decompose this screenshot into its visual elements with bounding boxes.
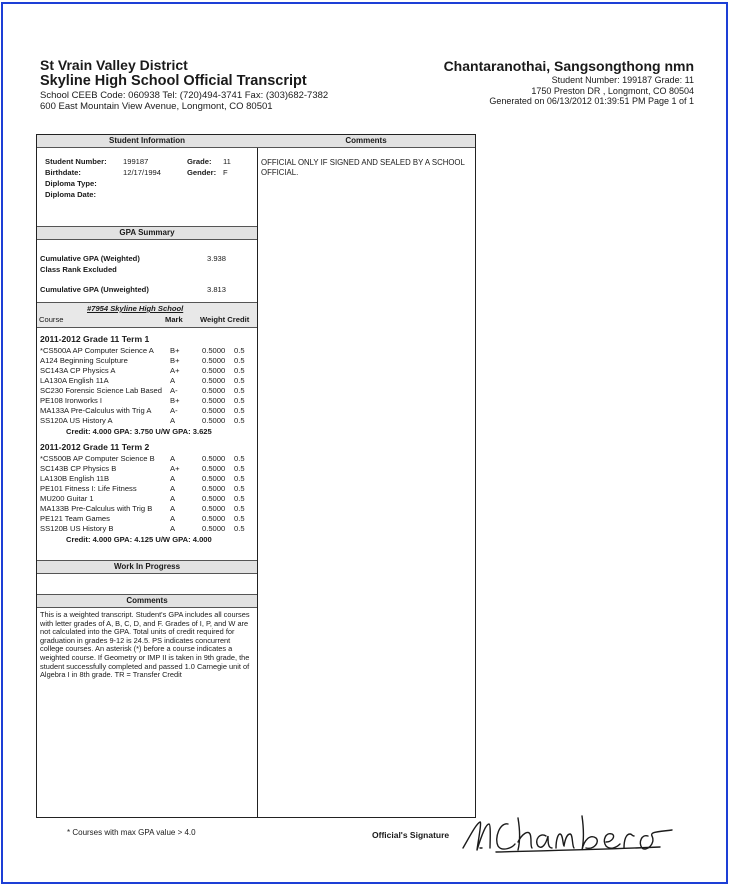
course-credit: 0.5 bbox=[234, 494, 245, 503]
course-row bbox=[40, 406, 257, 416]
course-row bbox=[40, 366, 257, 376]
weighted-gpa-label: Cumulative GPA (Weighted) bbox=[40, 254, 140, 263]
grade-value: 11 bbox=[223, 157, 231, 166]
generated-date: Generated on 06/13/2012 01:39:51 PM Page 1 of 1 bbox=[489, 96, 694, 106]
course-credit: 0.5 bbox=[234, 514, 245, 523]
course-mark: A bbox=[170, 514, 176, 523]
course-credit: 0.5 bbox=[234, 454, 245, 463]
course-weight: 0.5000 bbox=[202, 524, 226, 533]
term-summary: Credit: 4.000 GPA: 4.125 U/W GPA: 4.000 bbox=[66, 535, 212, 544]
course-weight: 0.5000 bbox=[202, 356, 226, 365]
course-mark: B+ bbox=[170, 396, 180, 405]
notes-header: Comments bbox=[37, 594, 257, 608]
course-weight: 0.5000 bbox=[202, 484, 226, 493]
course-weight: 0.5000 bbox=[202, 454, 226, 463]
course-mark: A bbox=[170, 524, 176, 533]
course-name: SC230 Forensic Science Lab Based bbox=[40, 386, 162, 395]
course-weight: 0.5000 bbox=[202, 406, 226, 415]
col-mark: Mark bbox=[165, 315, 183, 324]
course-weight: 0.5000 bbox=[202, 494, 226, 503]
terms-list bbox=[37, 334, 257, 544]
unweighted-gpa-label: Cumulative GPA (Unweighted) bbox=[40, 285, 149, 294]
wip-header: Work In Progress bbox=[37, 560, 257, 574]
course-name: SC143B CP Physics B bbox=[40, 464, 117, 473]
student-number-label: Student Number: bbox=[45, 157, 107, 166]
course-weight: 0.5000 bbox=[202, 504, 226, 513]
signature-label: Official's Signature bbox=[372, 830, 450, 840]
district-name: St Vrain Valley District bbox=[40, 57, 188, 73]
course-weight: 0.5000 bbox=[202, 464, 226, 473]
weighted-gpa-value: 3.938 bbox=[207, 254, 227, 263]
wip-body bbox=[37, 574, 257, 588]
course-mark: A bbox=[170, 474, 176, 483]
course-mark: B+ bbox=[170, 356, 180, 365]
course-name: SS120A US History A bbox=[40, 416, 113, 425]
course-mark: A bbox=[170, 504, 176, 513]
course-row bbox=[40, 504, 257, 514]
course-name: *CS500B AP Computer Science B bbox=[40, 454, 155, 463]
class-rank: Class Rank Excluded bbox=[40, 265, 117, 274]
course-row bbox=[40, 454, 257, 464]
birthdate-value: 12/17/1994 bbox=[123, 168, 162, 177]
course-credit: 0.5 bbox=[234, 484, 245, 493]
term-block bbox=[37, 334, 257, 436]
course-name: A124 Beginning Sculpture bbox=[40, 356, 128, 365]
course-mark: B+ bbox=[170, 346, 180, 355]
left-column bbox=[37, 135, 258, 817]
course-name: MA133B Pre-Calculus with Trig B bbox=[40, 504, 153, 513]
course-name: SS120B US History B bbox=[40, 524, 114, 533]
footer-note: * Courses with max GPA value > 4.0 bbox=[67, 828, 196, 837]
school-header bbox=[40, 57, 328, 112]
grade-label: Grade: bbox=[187, 157, 212, 166]
gender-label: Gender: bbox=[187, 168, 217, 177]
course-credit: 0.5 bbox=[234, 416, 245, 425]
course-weight: 0.5000 bbox=[202, 474, 226, 483]
course-mark: A- bbox=[170, 406, 178, 415]
term-title: 2011-2012 Grade 11 Term 2 bbox=[40, 442, 150, 452]
course-weight: 0.5000 bbox=[202, 396, 226, 405]
course-mark: A+ bbox=[170, 464, 180, 473]
course-name: LA130B English 11B bbox=[40, 474, 110, 483]
course-credit: 0.5 bbox=[234, 396, 245, 405]
col-weight-credit: Weight Credit bbox=[200, 315, 250, 324]
gpa-summary bbox=[37, 240, 257, 302]
course-mark: A+ bbox=[170, 366, 180, 375]
diploma-type-label: Diploma Type: bbox=[45, 179, 97, 188]
student-header bbox=[444, 58, 694, 107]
gpa-summary-header: GPA Summary bbox=[37, 226, 257, 240]
course-row bbox=[40, 386, 257, 396]
course-weight: 0.5000 bbox=[202, 386, 226, 395]
course-weight: 0.5000 bbox=[202, 514, 226, 523]
course-name: PE108 Ironworks I bbox=[40, 396, 103, 405]
course-weight: 0.5000 bbox=[202, 416, 226, 425]
course-credit: 0.5 bbox=[234, 474, 245, 483]
course-weight: 0.5000 bbox=[202, 376, 226, 385]
comments-text: OFFICIAL ONLY IF SIGNED AND SEALED BY A SCHOOL OFFICIAL. bbox=[261, 158, 465, 177]
signature-image bbox=[460, 806, 680, 854]
course-credit: 0.5 bbox=[234, 346, 245, 355]
diploma-date-label: Diploma Date: bbox=[45, 190, 97, 199]
school-contact: School CEEB Code: 060938 Tel: (720)494-3741 Fax: (303)682-7382 bbox=[40, 90, 329, 101]
course-credit: 0.5 bbox=[234, 376, 245, 385]
course-row bbox=[40, 346, 257, 356]
course-name: MU200 Guitar 1 bbox=[40, 494, 94, 503]
course-mark: A- bbox=[170, 386, 178, 395]
school-link: #7954 Skyline High School bbox=[87, 304, 184, 313]
course-name: PE101 Fitness I: Life Fitness bbox=[40, 484, 137, 493]
student-address: 1750 Preston DR , Longmont, CO 80504 bbox=[531, 85, 694, 96]
course-row bbox=[40, 464, 257, 474]
term-title: 2011-2012 Grade 11 Term 1 bbox=[40, 334, 150, 344]
course-mark: A bbox=[170, 454, 176, 463]
course-name: MA133A Pre-Calculus with Trig A bbox=[40, 406, 152, 415]
comments-header: Comments bbox=[257, 135, 475, 148]
course-row bbox=[40, 494, 257, 504]
course-credit: 0.5 bbox=[234, 406, 245, 415]
course-credit: 0.5 bbox=[234, 464, 245, 473]
course-weight: 0.5000 bbox=[202, 366, 226, 375]
student-info bbox=[37, 148, 257, 212]
gender-value: F bbox=[223, 168, 228, 177]
student-info-header: Student Information bbox=[37, 135, 257, 148]
transcript-title: Skyline High School Official Transcript bbox=[40, 73, 307, 89]
course-credit: 0.5 bbox=[234, 386, 245, 395]
unweighted-gpa-value: 3.813 bbox=[207, 285, 227, 294]
course-name: LA130A English 11A bbox=[40, 376, 109, 385]
term-block bbox=[37, 442, 257, 544]
course-name: *CS500A AP Computer Science A bbox=[40, 346, 154, 355]
course-mark: A bbox=[170, 484, 176, 493]
notes-text: This is a weighted transcript. Student's GPA includes all courses with letter grades of A, B, C, D, and F. Grades of I, P, and W are not calculated into the GPA. Total units of credit required for graduation in grades 9-12 is 24.5. PS indicates concurrent college courses. An asterisk (*) before a course indicates a weighted course. If Geometry or IMP II is taken in 9th grade, the student successfully completed and passed 1.0 Carnegie unit of Algebra I in 8th grade. TR = Transfer Credit bbox=[40, 610, 250, 680]
course-row bbox=[40, 474, 257, 484]
course-table-header bbox=[37, 302, 257, 328]
student-name: Chantaranothai, Sangsongthong nmn bbox=[443, 58, 694, 74]
course-row bbox=[40, 524, 257, 534]
course-credit: 0.5 bbox=[234, 356, 245, 365]
student-number-grade: Student Number: 199187 Grade: 11 bbox=[551, 75, 694, 85]
transcript-box bbox=[36, 134, 476, 818]
school-address: 600 East Mountain View Avenue, Longmont, CO 80501 bbox=[40, 101, 273, 112]
birthdate-label: Birthdate: bbox=[45, 168, 81, 177]
term-summary: Credit: 4.000 GPA: 3.750 U/W GPA: 3.625 bbox=[66, 427, 212, 436]
course-mark: A bbox=[170, 494, 176, 503]
course-row bbox=[40, 514, 257, 524]
course-row bbox=[40, 396, 257, 406]
course-mark: A bbox=[170, 376, 176, 385]
course-credit: 0.5 bbox=[234, 366, 245, 375]
course-row bbox=[40, 356, 257, 366]
col-course: Course bbox=[39, 315, 64, 324]
course-name: SC143A CP Physics A bbox=[40, 366, 116, 375]
course-credit: 0.5 bbox=[234, 524, 245, 533]
course-row bbox=[40, 376, 257, 386]
course-row bbox=[40, 416, 257, 426]
course-name: PE121 Team Games bbox=[40, 514, 110, 523]
course-row bbox=[40, 484, 257, 494]
right-column bbox=[257, 135, 475, 817]
course-mark: A bbox=[170, 416, 176, 425]
student-number-value: 199187 bbox=[123, 157, 149, 166]
course-weight: 0.5000 bbox=[202, 346, 226, 355]
course-credit: 0.5 bbox=[234, 504, 245, 513]
